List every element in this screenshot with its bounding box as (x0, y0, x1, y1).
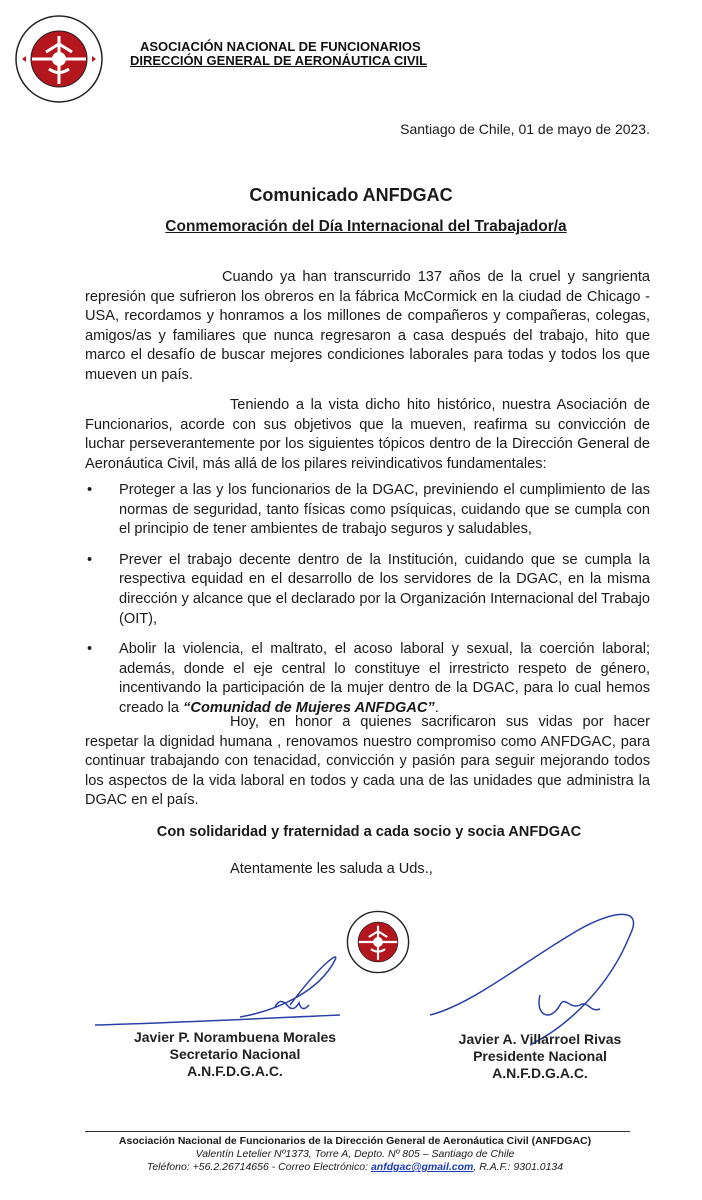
emphasis-text: “Comunidad de Mujeres ANFDGAC” (183, 699, 435, 716)
closing-line: Con solidaridad y fraternidad a cada socio y socia ANFDGAC (156, 824, 582, 840)
signature-left (110, 1029, 360, 1080)
footer (0, 1135, 702, 1174)
association-stamp (346, 910, 410, 974)
paragraph-1: Cuando ya han transcurrido 137 años de la cruel y sangrienta represión que sufrieron los obreros en la fábrica McCormick en la ciudad de Chicago - USA, recordamos y honramos a los millones de compañeros y compañeras, colegas, amigos/as y familiares que nunca regresaron a casa después del trabajo, hito que marco el desafío de buscar mejores condiciones laborales para todas y todos los que mueven un país. (85, 269, 650, 383)
footer-raf: , R.A.F.: 9301.0134 (473, 1161, 564, 1173)
header-org-name: ASOCIACIÓN NACIONAL DE FUNCIONARIOS (140, 39, 421, 54)
association-logo (14, 14, 104, 104)
signatory-org: A.N.F.D.G.A.C. (492, 1065, 588, 1081)
list-item: • Prever el trabajo decente dentro de la Institución, cuidando que se cumpla la respectiva equidad en el desarrollo de los servidores de la DGAC, en la misma dirección y alcance que el declarado por la Organización Internacional del Trabajo (OIT), (85, 551, 650, 629)
header-org-subtitle: DIRECCIÓN GENERAL DE AERONÁUTICA CIVIL (130, 53, 428, 68)
list-item: • Proteger a las y los funcionarios de la DGAC, previniendo el cumplimiento de las normas de seguridad, tanto físicas como psíquicas, cuidando que se cumpla con el principio de tener ambientes de trabajo seguros y saludables, (85, 481, 650, 540)
footer-org: Asociación Nacional de Funcionarios de la Dirección General de Aeronáutica Civil (ANFDGAC) (118, 1135, 592, 1147)
signatory-role: Presidente Nacional (473, 1048, 607, 1064)
list-item: • Abolir la violencia, el maltrato, el acoso laboral y sexual, la coerción laboral; además, donde el eje central lo constituye el irrestricto respeto de género, incentivando la participación de la mujer dentro de la DGAC, para lo cual hemos creado la “Comunidad de Mujeres ANFDGAC”. (85, 640, 650, 718)
footer-phone: Teléfono: +56.2.26714656 - Correo Electrónico: (146, 1161, 371, 1173)
document-title: Comunicado ANFDGAC (249, 185, 453, 205)
salutation: Atentamente les saluda a Uds., (230, 861, 433, 877)
signatory-org: A.N.F.D.G.A.C. (187, 1063, 283, 1079)
footer-address: Valentín Letelier Nº1373, Torre A, Depto. Nº 805 – Santiago de Chile (195, 1148, 515, 1160)
document-subtitle: Conmemoración del Día Internacional del Trabajador/a (165, 218, 567, 235)
signatory-name: Javier P. Norambuena Morales (133, 1029, 337, 1045)
signatory-name: Javier A. Villarroel Rivas (458, 1031, 622, 1047)
priorities-list (85, 481, 650, 730)
paragraph-3: Hoy, en honor a quienes sacrificaron sus vidas por hacer respetar la dignidad humana , renovamos nuestro compromiso como ANFDGAC, para continuar trabajando con tenacidad, convicción y pasión para seguir mejorando todos los aspectos de la vida laboral en todos y cada una de las unidades que administra la DGAC en el país. (85, 714, 650, 809)
signature-right (420, 1031, 660, 1082)
document-date: Santiago de Chile, 01 de mayo de 2023. (400, 121, 650, 137)
signatory-role: Secretario Nacional (169, 1046, 301, 1062)
footer-divider (85, 1131, 630, 1132)
paragraph-2: Teniendo a la vista dicho hito histórico, nuestra Asociación de Funcionarios, acorde con sus objetivos que la mueven, reafirma su convicción de luchar perseverantemente por los siguientes tópicos dentro de la Dirección General de Aeronáutica Civil, más allá de los pilares reivindicativos fundamentales: (85, 397, 650, 472)
footer-email-link[interactable]: anfdgac@gmail.com (370, 1161, 474, 1173)
